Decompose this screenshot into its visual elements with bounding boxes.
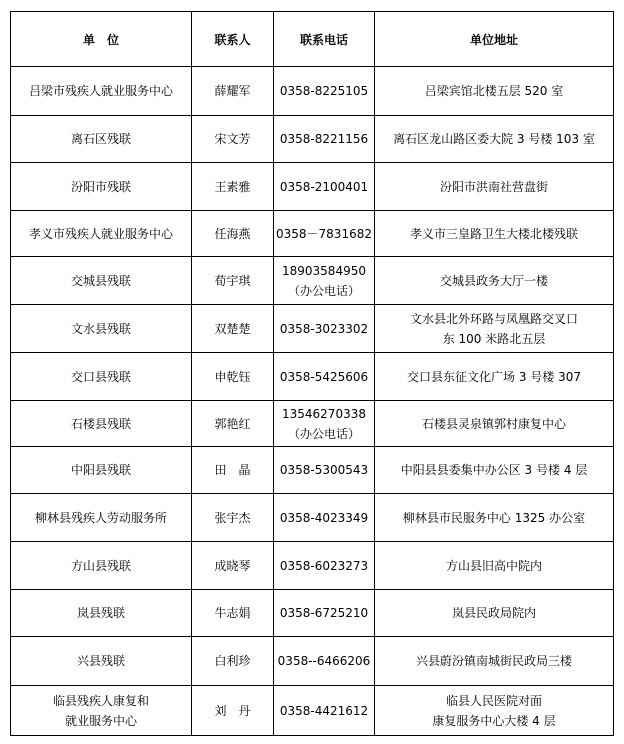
contact-cell: 白利珍 [192,637,274,686]
address-cell: 岚县民政局院内 [375,590,614,637]
phone-cell: 0358－7831682 [274,211,375,257]
header-address: 单位地址 [375,12,614,67]
phone-cell: 0358-2100401 [274,163,375,211]
table-row [11,116,614,163]
address-cell: 方山县旧高中院内 [375,542,614,590]
table-row [11,305,614,353]
unit-cell: 柳林县残疾人劳动服务所 [11,494,192,542]
contact-cell: 刘 丹 [192,686,274,736]
contact-cell: 任海燕 [192,211,274,257]
unit-cell: 临县残疾人康复和 就业服务中心 [11,686,192,736]
address-cell: 孝义市三皇路卫生大楼北楼残联 [375,211,614,257]
phone-cell: 0358-4023349 [274,494,375,542]
table-row [11,447,614,494]
contact-cell: 田 晶 [192,447,274,494]
unit-cell: 岚县残联 [11,590,192,637]
contact-cell: 张宇杰 [192,494,274,542]
header-row [11,12,614,67]
address-cell: 中阳县县委集中办公区 3 号楼 4 层 [375,447,614,494]
contact-cell: 郭艳红 [192,401,274,447]
table-row [11,686,614,736]
unit-cell: 交城县残联 [11,257,192,305]
contact-cell: 薛耀军 [192,67,274,116]
header-contact: 联系人 [192,12,274,67]
contact-cell: 牛志娟 [192,590,274,637]
phone-cell: 0358-3023302 [274,305,375,353]
address-cell: 吕梁宾馆北楼五层 520 室 [375,67,614,116]
table-row [11,637,614,686]
phone-cell: 0358-5425606 [274,353,375,401]
header-unit: 单 位 [11,12,192,67]
unit-cell: 文水县残联 [11,305,192,353]
table-row [11,163,614,211]
address-cell: 离石区龙山路区委大院 3 号楼 103 室 [375,116,614,163]
table-row [11,211,614,257]
unit-cell: 孝义市残疾人就业服务中心 [11,211,192,257]
contact-cell: 宋文芳 [192,116,274,163]
contact-cell: 双楚楚 [192,305,274,353]
table-row [11,257,614,305]
table-row [11,494,614,542]
table-row [11,67,614,116]
contact-cell: 成晓琴 [192,542,274,590]
address-cell: 兴县蔚汾镇南城街民政局三楼 [375,637,614,686]
phone-cell: 0358-4421612 [274,686,375,736]
contact-cell: 申乾钰 [192,353,274,401]
address-cell: 文水县北外环路与凤凰路交叉口 东 100 米路北五层 [375,305,614,353]
table-row [11,542,614,590]
table-row [11,353,614,401]
header-phone: 联系电话 [274,12,375,67]
table-row [11,590,614,637]
phone-cell: 0358-6023273 [274,542,375,590]
phone-cell: 0358--6466206 [274,637,375,686]
phone-cell: 0358-5300543 [274,447,375,494]
address-cell: 石楼县灵泉镇郭村康复中心 [375,401,614,447]
phone-cell: 0358-6725210 [274,590,375,637]
phone-cell: 13546270338 （办公电话） [274,401,375,447]
address-cell: 交城县政务大厅一楼 [375,257,614,305]
phone-cell: 0358-8221156 [274,116,375,163]
address-cell: 临县人民医院对面 康复服务中心大楼 4 层 [375,686,614,736]
unit-cell: 方山县残联 [11,542,192,590]
unit-cell: 离石区残联 [11,116,192,163]
address-cell: 汾阳市洪南社营盘街 [375,163,614,211]
address-cell: 交口县东征文化广场 3 号楼 307 [375,353,614,401]
contacts-table [10,11,614,736]
unit-cell: 吕梁市残疾人就业服务中心 [11,67,192,116]
phone-cell: 18903584950 （办公电话） [274,257,375,305]
unit-cell: 石楼县残联 [11,401,192,447]
address-cell: 柳林县市民服务中心 1325 办公室 [375,494,614,542]
unit-cell: 兴县残联 [11,637,192,686]
phone-cell: 0358-8225105 [274,67,375,116]
unit-cell: 交口县残联 [11,353,192,401]
contact-cell: 王素雅 [192,163,274,211]
contact-cell: 荀宇琪 [192,257,274,305]
unit-cell: 中阳县残联 [11,447,192,494]
table-row [11,401,614,447]
unit-cell: 汾阳市残联 [11,163,192,211]
